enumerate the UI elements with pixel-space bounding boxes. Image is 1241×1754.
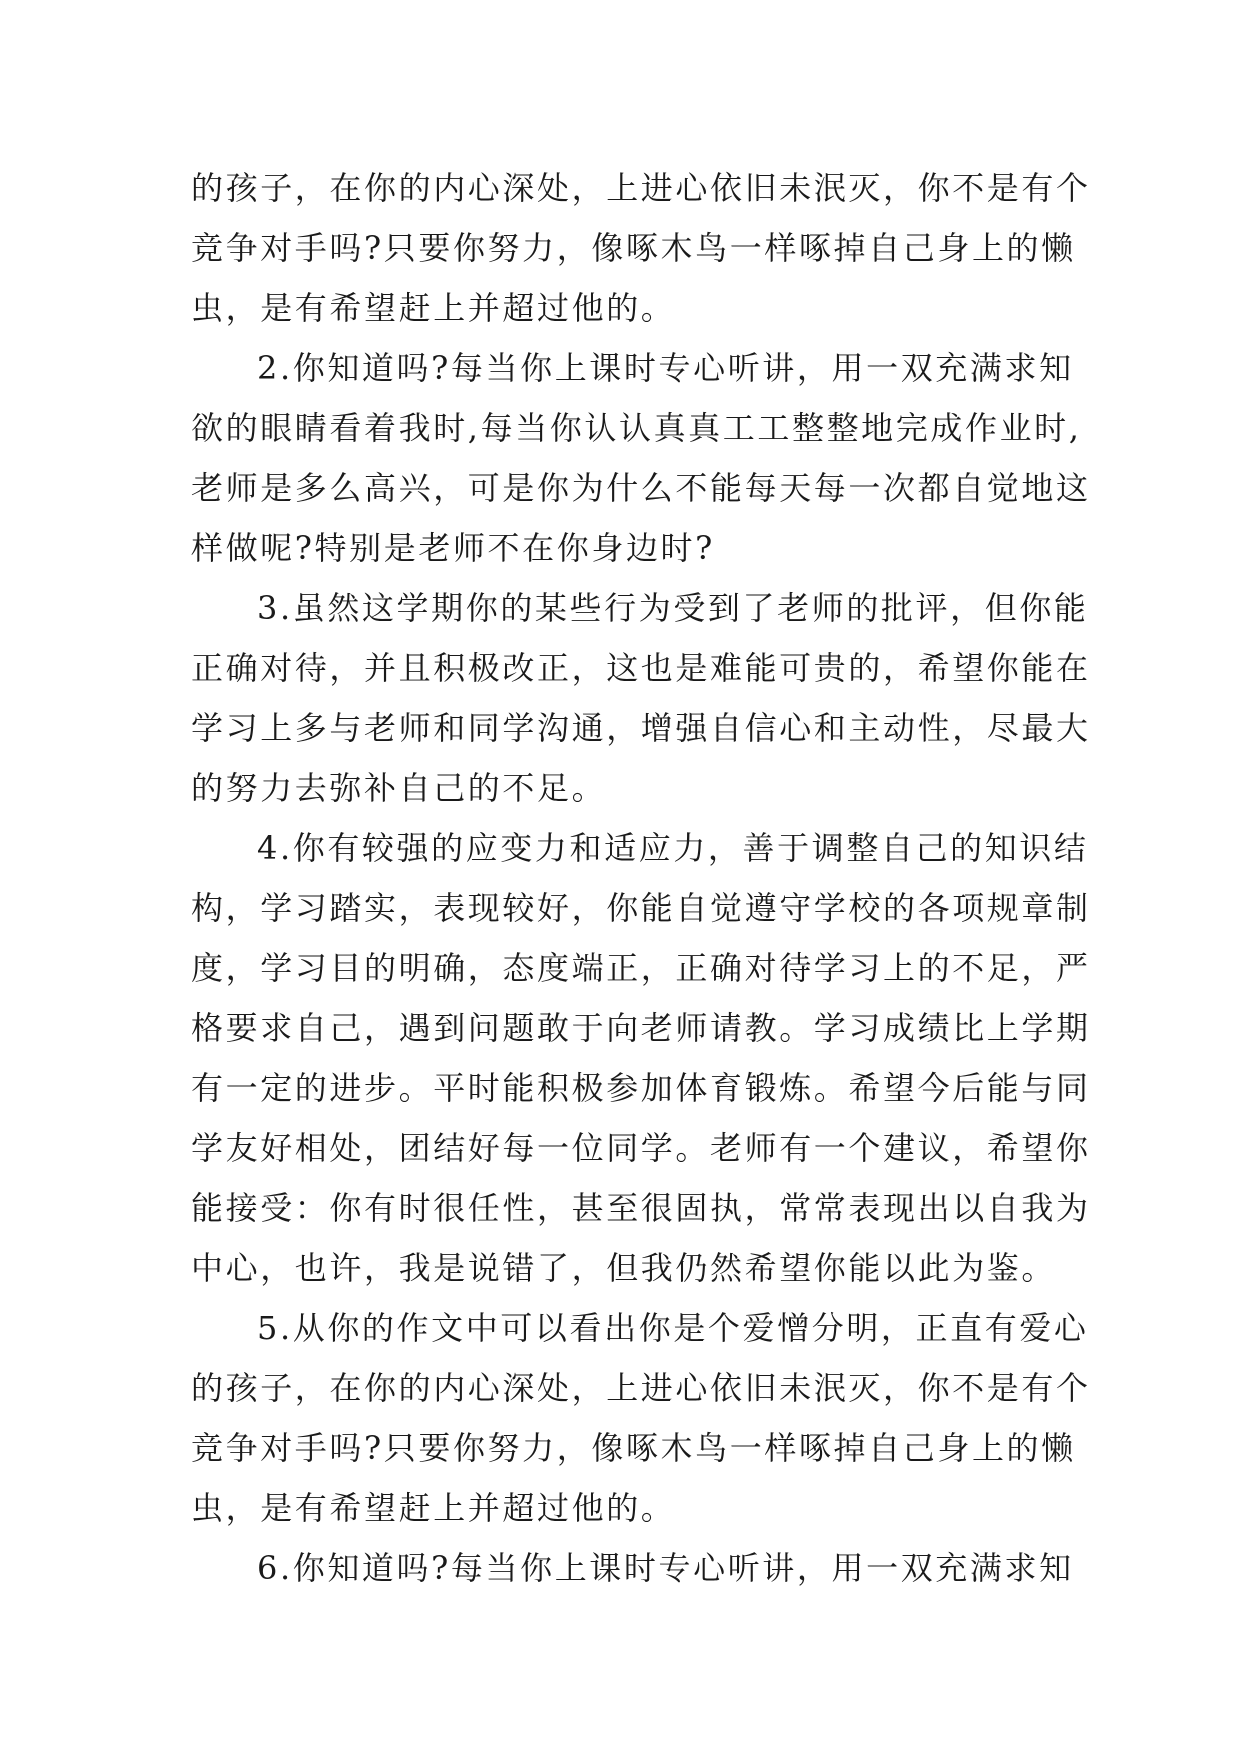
text-line: 4.你有较强的应变力和适应力，善于调整自己的知识结 — [257, 829, 1089, 867]
text-line: 的孩子，在你的内心深处，上进心依旧未泯灭，你不是有个 — [191, 169, 1091, 207]
text-line: 竞争对手吗?只要你努力，像啄木鸟一样啄掉自己身上的懒 — [191, 1429, 1076, 1467]
text-line: 学友好相处，团结好每一位同学。老师有一个建议，希望你 — [191, 1129, 1091, 1167]
text-line: 虫，是有希望赶上并超过他的。 — [191, 289, 676, 327]
document-body — [191, 158, 1091, 1598]
text-line: 竞争对手吗?只要你努力，像啄木鸟一样啄掉自己身上的懒 — [191, 229, 1076, 267]
text-line: 有一定的进步。平时能积极参加体育锻炼。希望今后能与同 — [191, 1069, 1091, 1107]
text-line: 度，学习目的明确，态度端正，正确对待学习上的不足，严 — [191, 949, 1091, 987]
text-line: 中心，也许，我是说错了，但我仍然希望你能以此为鉴。 — [191, 1249, 1057, 1287]
text-line: 老师是多么高兴，可是你为什么不能每天每一次都自觉地这 — [191, 469, 1091, 507]
text-line: 欲的眼睛看着我时,每当你认认真真工工整整地完成作业时, — [191, 409, 1082, 447]
text-line: 能接受：你有时很任性，甚至很固执，常常表现出以自我为 — [191, 1189, 1091, 1227]
text-line: 的努力去弥补自己的不足。 — [191, 769, 607, 807]
text-line: 的孩子，在你的内心深处，上进心依旧未泯灭，你不是有个 — [191, 1369, 1091, 1407]
text-line: 2.你知道吗?每当你上课时专心听讲，用一双充满求知 — [257, 349, 1074, 387]
text-line: 正确对待，并且积极改正，这也是难能可贵的，希望你能在 — [191, 649, 1091, 687]
text-line: 3.虽然这学期你的某些行为受到了老师的批评，但你能 — [257, 589, 1089, 627]
text-line: 样做呢?特别是老师不在你身边时? — [191, 529, 715, 567]
text-line: 格要求自己，遇到问题敢于向老师请教。学习成绩比上学期 — [191, 1009, 1091, 1047]
text-line: 虫，是有希望赶上并超过他的。 — [191, 1489, 676, 1527]
text-line: 学习上多与老师和同学沟通，增强自信心和主动性，尽最大 — [191, 709, 1091, 747]
text-line: 6.你知道吗?每当你上课时专心听讲，用一双充满求知 — [257, 1549, 1074, 1587]
text-line: 5.从你的作文中可以看出你是个爱憎分明，正直有爱心 — [257, 1309, 1089, 1347]
text-line: 构，学习踏实，表现较好，你能自觉遵守学校的各项规章制 — [191, 889, 1091, 927]
